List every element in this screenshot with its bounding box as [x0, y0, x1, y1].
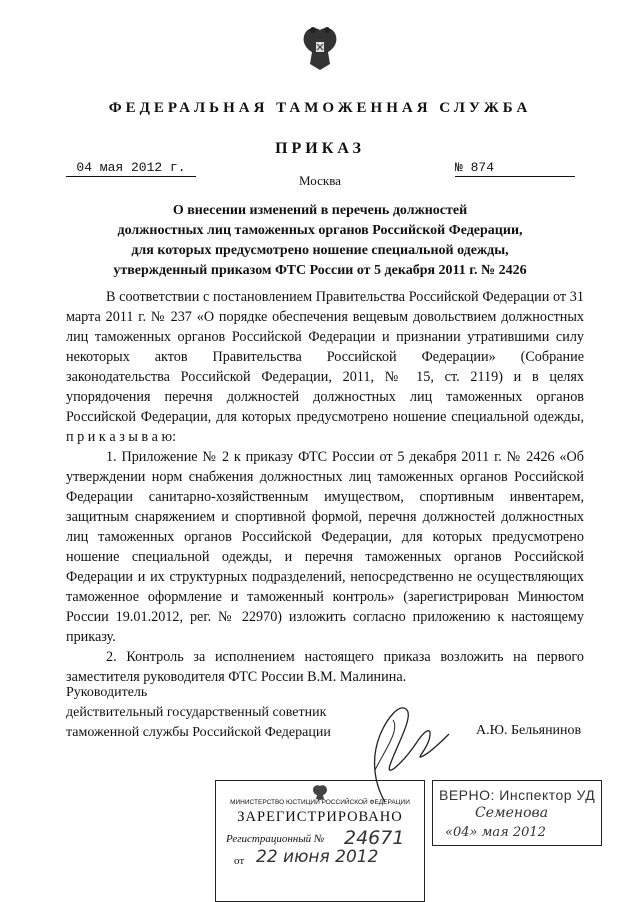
registered-label: ЗАРЕГИСТРИРОВАНО — [237, 809, 403, 825]
title-line: должностных лиц таможенных органов Российской Федерации, — [117, 223, 523, 238]
regno-value: 24671 — [344, 827, 405, 849]
regdate-prefix: от — [234, 855, 245, 867]
coat-of-arms-icon — [312, 784, 328, 800]
coat-of-arms-icon — [300, 24, 340, 72]
signatory-line: Руководитель — [66, 685, 148, 700]
title-line: утвержденный приказом ФТС России от 5 декабря 2011 г. № 2426 — [113, 263, 527, 278]
agency-name: ФЕДЕРАЛЬНАЯ ТАМОЖЕННАЯ СЛУЖБА — [108, 100, 532, 116]
order-title — [60, 201, 580, 281]
signatory-line: таможенной службы Российской Федерации — [66, 725, 331, 740]
order-number: № 874 — [455, 160, 575, 177]
signatory-position — [66, 683, 331, 743]
paragraph-item-1: 1. Приложение № 2 к приказу ФТС России от 5 декабря 2011 г. № 2426 «Об утверждении норм снабжения должностных лиц таможенных органов Российской Федерации санитарно-хозяйственным имуществом, спортивным инвентарем, защитным снаряжением и спортивной формой, перечня должностей должностных лиц таможенных органов Российской Федерации, для которых предусмотрено ношение специальной одежды, и перечня таможенных органов Российской Федерации и их структурных подразделений, непосредственно не осуществляющих таможенное оформление и таможенный контроль» (зарегистрирован Минюстом России 19.01.2012, рег. № 22970) изложить согласно приложению к настоящему приказу. — [66, 449, 584, 645]
document-type: ПРИКАЗ — [275, 140, 365, 157]
paragraph-item-2: 2. Контроль за исполнением настоящего приказа возложить на первого заместителя руководителя ФТС России В.М. Малинина. — [66, 649, 584, 685]
title-line: для которых предусмотрено ношение специальной одежды, — [131, 243, 509, 258]
signatory-name: А.Ю. Бельянинов — [476, 723, 582, 738]
order-city: Москва — [299, 173, 341, 188]
certification-handwritten-date: «04» мая 2012 — [445, 825, 546, 840]
ministry-label: МИНИСТЕРСТВО ЮСТИЦИИ РОССИЙСКОЙ ФЕДЕРАЦИИ — [230, 799, 410, 806]
certification-text: ВЕРНО: Инспектор УД — [439, 787, 596, 803]
order-body — [66, 287, 584, 687]
regno-label: Регистрационный № — [226, 833, 325, 845]
paragraph-preamble: В соответствии с постановлением Правительства Российской Федерации от 31 марта 2011 г. № 237 «О порядке обеспечения вещевым довольствием должностных лиц таможенных органов Российской Федерации и признании утратившими силу некоторых актов Правительства Российской Федерации» (Собрание законодательства Российской Федерации, 2011, № 15, ст. 2119) и в целях упорядочения перечня должностей должностных лиц таможенных органов Российской Федерации, для которых предусмотрено ношение специальной одежды, п р и к а з ы в а ю: — [66, 289, 584, 445]
certifier-handwritten-name: Семенова — [475, 805, 549, 821]
registration-stamp — [215, 780, 425, 902]
regdate-value: 22 июня 2012 — [256, 847, 379, 867]
certification-stamp — [432, 780, 602, 846]
title-line: О внесении изменений в перечень должностей — [172, 203, 468, 218]
order-date: 04 мая 2012 г. — [66, 160, 196, 177]
signatory-line: действительный государственный советник — [66, 705, 327, 720]
